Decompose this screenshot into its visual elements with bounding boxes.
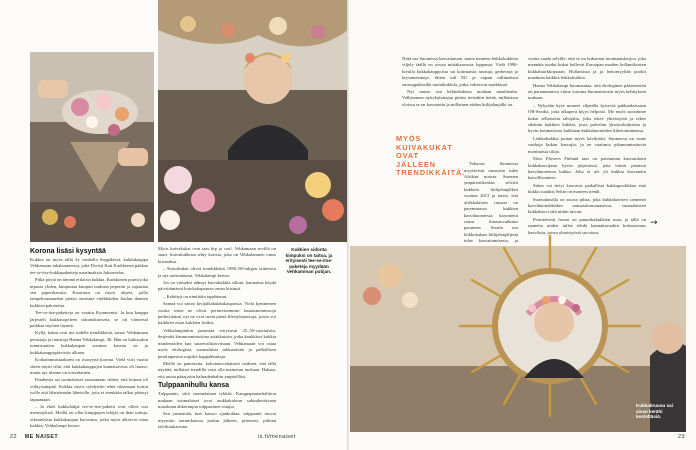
page-number: 22 bbox=[10, 434, 17, 440]
sidebar-paragraph: Kyllä, kukat ovat nyt todella trendikkäitä, sanoo Vehkamaan perustaja ja omistaja Hanna Vehkalampi, 36. Hän on kukissakin tunnistuntien kukkakaupan suomen kassan sis ja kukkakauppapäivistös alkaen. bbox=[30, 330, 148, 355]
body-paragraph: vuotta saada selville, että se on kukonnut tuontumiskerjoa, joka mennäia tuodut kukat hollevat Euroopan maiden hollantilaisten kukkaluurkkopoaan. Hollantissa ja ja lentomyyliän pookit maalman kaikkia leikkokukkia. bbox=[528, 56, 646, 81]
body-paragraph: Myös kuivakukat ovat taas hip ja cool. Vehkamaan sevillä on suurt, huivakukkista tehty kortsia, joka on Vehkalamnen omas kitsiaaksa. bbox=[158, 246, 276, 264]
sidebar-paragraph: Tee-se-itse-paketteja on varattu Kymmenisi. Ja kun kauppa järjesteli kukkasopeleen sidontakursseia, se oli viimeistä paikkaa myöten täynnä. bbox=[30, 310, 148, 329]
body-paragraph: Vehkalampinkin panostaa erityisesti 25–50-vuotiaisiin, desjenttä kimmonnimoisina asiakkaisiin, jotka kaukkiosi kukkia muidenoiden kun suurevalittasviisaan. Vehkamaan voi ostaa myös ekologisia, suomalaisia tuhkasiestia ja palkallisen peselinpesien ostpilot kuppahkuttaja. bbox=[158, 327, 276, 359]
folio-url: is.fi/menaiset bbox=[258, 434, 296, 440]
body-paragraph: Perinteisesti fuomi on puutarhakukkien maa, ja tällä on saaneita niiden tullee tehdä kannattavaakin kokonaisuus kasviksia, joissa yhteistyöstä suvotasa. bbox=[528, 216, 646, 235]
shop-portrait-photo bbox=[158, 0, 348, 242]
sidebar-paragraph: Pitkä pöytä on täynnä erilaisia kukkia. Karkkonen poimi joka nipusta yhden, kimputtaa kimpun tradrasa pepertin ja sujauttaa sen paperikassiin. Kassiinsa on myös ohjeet, joilla tampekommunkin pitäisi onnistua värikkäiden Joulun ihanien kukkien paketeista. bbox=[30, 277, 148, 308]
sidebar-column bbox=[30, 246, 148, 431]
sidebar-paragraph: – Ja ehtei kukkalahjat tee-se-itse-paketit ovat olleet tosi menestyksiä. Meillä on ollut kimppujen tekijät on ihan tuttuja, oikeanlaisia kukkakaupan kurssinsa, jotka myös alkoivat ostaa kukkia, Vehkalampi kertoo. bbox=[30, 403, 148, 429]
page-gutter bbox=[347, 0, 349, 450]
body-paragraph: Samaa voi sanoa kivijalkakukkakaupoista. Vielä kymmenen vuotta sitten ne olivat perinteisemmin lasiaasnointiruoja perheyitäinä, nyt ne ovat usein pienä lifestylepuotoja, joista voi kaikkien ostaa kukkien lisäksi. bbox=[158, 301, 276, 326]
body-paragraph: Hanna Vehkalampi huomauttaa, että ekologinen pääsenesten on parannamissa viime vuosina huomattavasti myös kehityksen mukaan. bbox=[528, 82, 646, 101]
body-paragraph: Nyt suurin osa leikkokukista tuodaan maailmalta. Vallitsemen nykykuluttajan pitäisi tietenkin tietää, millaisissa oloissa se on kasvatettu ja millainen niiden hiilijalanjälki on. bbox=[402, 89, 518, 107]
body-paragraph: Tulppaanit, siitä suomalainen tykkää. Kauppapuutarhaliiton mukaan suomalaiset ovat arukkakuluun sakintkestävaan maailman ahkerimpia tulppaanien ostajia. bbox=[158, 391, 276, 409]
right-column-2 bbox=[528, 56, 646, 237]
body-paragraph: Sitten vai tietyt kasvavat paikallisia kukkapuolikkaa sinä kukkii ruuuksi Sekin on moneen trendi. bbox=[528, 182, 646, 195]
continue-arrow-icon: → bbox=[650, 218, 658, 228]
body-paragraph: Sen ymmärtää, kun katsoo ajankohtaa: tulppaanit tuovat myyntiin tammikuussa joulun jälkeen, pimenisi, pitkinä talvikuukausina. bbox=[158, 411, 276, 430]
body-paragraph: Niitä saa Suomessa kasvattaman, mutta moneen leikkokukkien viljely täällä on ooosa mittakaavassa loppunut. Vielä 1990-luvulla kukkakauppoista sai kotimaisia ruusuja, gerberoja ja krysanteemeja. Sitten tuli EU ja vapaat tullimaksut eurooppalaisilla tuontikukkila, jotka valtasivat markkinat. bbox=[402, 56, 518, 87]
body-paragraph: Meillä on panostettu. kokonaisvaltaiseni sisiksen, että tällä näyttää, millaiset trendilla voisi olla mainotun tuokaan. Haluan, että uniaa pääajoitin haluudenhahin ympärillösi. bbox=[158, 360, 276, 379]
photo-caption: Kukkien sidonta kimpuksi on taitoa, ja erityisesti tee-se-itse-paketeja myydään Vehkamman putijan. bbox=[285, 247, 333, 275]
middle-column bbox=[158, 246, 276, 432]
body-paragraph: Jos on viimeksi nähnyt kuivakukkia silloin, kannattaa käydä päivittämässä kuivkakupanssa oman kitsinsä. bbox=[158, 280, 276, 292]
sidebar-paragraph: Kukkia on myös tällä 2y vanhalla Seppälässä, kukkakauppa Vehkamaan takahuoneessa, joka Doristi Kati Karkkonen pakkaa tee-se-itse-kukkapaketteja martimaksia Jaksontelas. bbox=[30, 257, 148, 275]
middle-heading: Tulppaanihullu kansa bbox=[158, 382, 230, 390]
body-paragraph: Leikkokukkia juotan myös kävikitäsi. Suomessa on sinne vanhoja kukan kasvajia, ja ne vaatimia pikanuuntautuvia moninaisia tiloja. bbox=[528, 135, 646, 154]
photo-caption: Kukkakruunu sai aivan kerähi kestoltäsiä. bbox=[636, 403, 674, 420]
folio-left bbox=[10, 434, 58, 440]
sidebar-paragraph: Pandemia sai suomalaiset satsaamaan siihen, että kotona oli viihtyisämpää. Kukkia myös ryhdyttiin tehtä tilaamaan kotiin isolle että lähettämään läheisille, joita ei etenkään talkai päässyt tapaamaan. bbox=[30, 377, 148, 402]
flower-arranging-photo bbox=[30, 52, 154, 242]
body-paragraph: Slow Flowers Finland taas on paremman kasvatuksen kukkakasvijasta hyvin järjestössä, joka toimii pienissä kasvihuoneissa kukka. Joka ei ole yli kukkia kasvatettu kasvillisuuteen. bbox=[528, 156, 646, 181]
body-paragraph: Valtaosa Suomessa myytävistä ruusuista tulee Afrikan maista. Suomen ympäristökeskus selvitti kukkien hiilijalanjälkeä vuonna 2013 ja totesi, että afrikkalaisen ruusun on paremmassa kukkien kasvihuoneessa kasvatettu ruusu ilmastovaikutus paraneen. Suurin osa leikkokukan hiilijalanjäljestä tulee kasvattamisesta, ja bbox=[464, 161, 518, 244]
page-number: 23 bbox=[678, 434, 685, 440]
pull-quote: MYÖS KUIVAKUKAT OVAT JÄLLEEN TRENDIKKÄITÄ. bbox=[396, 134, 466, 178]
sidebar-heading: Korona lisäsi kysyntää bbox=[30, 248, 106, 255]
body-paragraph: Suomalaisilla on suoria pihaa, joka kukkakasvien siemenet kasvihuoneidenkin uutuusskomonaisissa, suomalaisten kukkakasvi tätä niihin tavoin. bbox=[528, 196, 646, 215]
magazine-brand: ME NAISET bbox=[24, 434, 59, 440]
body-paragraph: – Kehittyä on nimittäin tapahtunut. bbox=[163, 293, 228, 299]
sidebar-paragraph: Koikainmuistaakseni on osasyynä korona. Vielä viisi vuotta sitten näytti siltä, että kukkakauppojen kannattavuus oli huono, mutta nyt tilanne on toisenlainen. bbox=[30, 357, 148, 375]
body-paragraph: – Nykyään kyse moneet vilpeälla kyttyviä pakkaaksissaan OR-Seodia, joita alkuperä kiyys helposti. Me myös suosimme kukat sellaisesta tahojalta, joka tekee yhteistyötä ja tekee sikänän kukkien kukkia, josta palvelun yksityiskohtaisia ja hyvin kotimaisissa kukkiaan kukkahuoneiden liiketoiminnassa. bbox=[528, 102, 646, 134]
body-paragraph: – Kuivakukat olivat trendikkäitä 1980–90-lulrgen taitteessa ja nyt tuokenätamt, Vehkalampi kertoo. bbox=[158, 266, 276, 278]
